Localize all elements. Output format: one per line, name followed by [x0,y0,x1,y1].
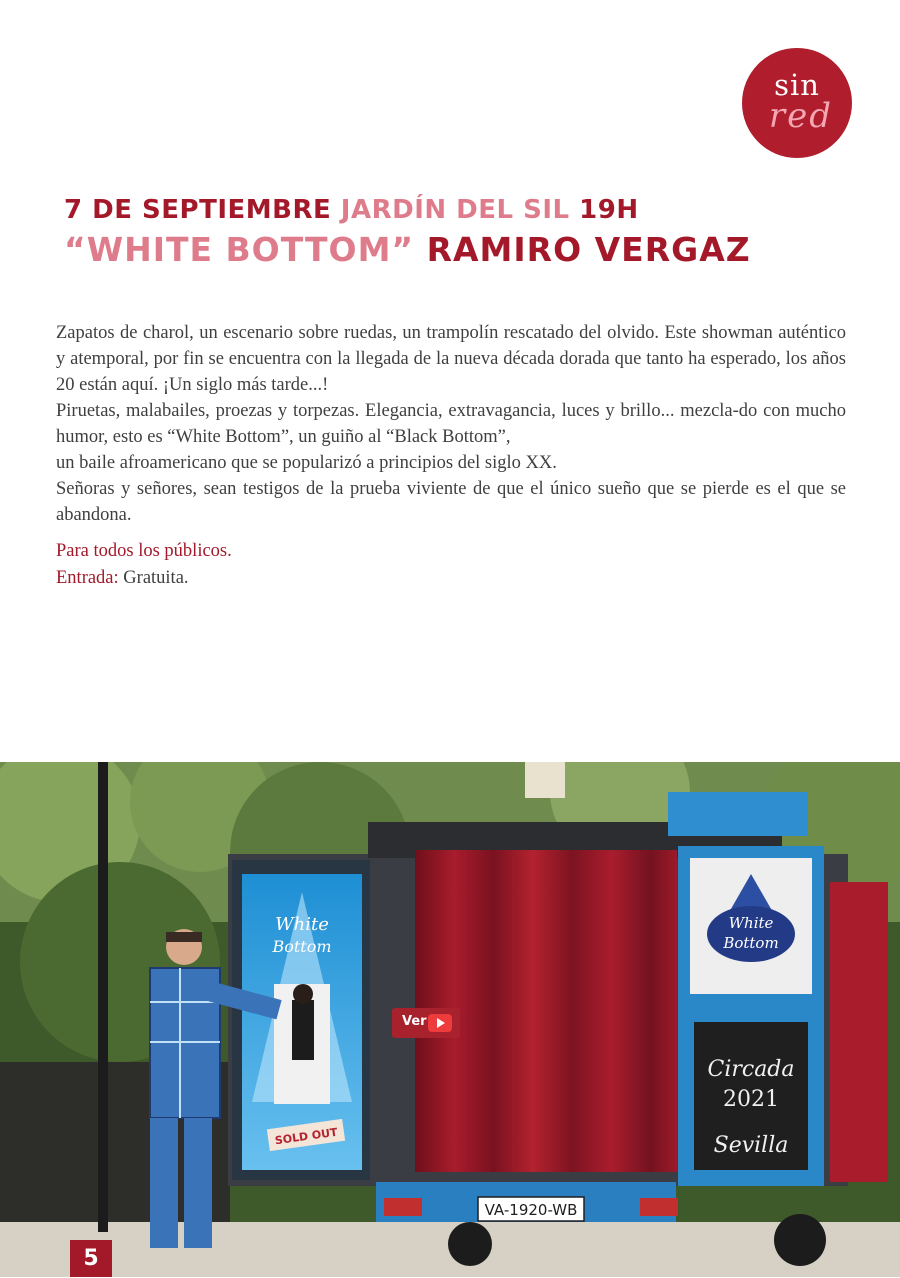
logo-text-sin: sin [774,68,820,102]
chalkboard-line-1: Circada [707,1057,795,1082]
watch-video-label: Ver [402,1014,427,1029]
play-icon [428,1014,452,1032]
description-paragraph: Señoras y señores, sean testigos de la prueba viviente de que el único sueño que se pierde es el que se abandona. [56,479,846,525]
audience-text: Para todos los públicos. [56,541,232,561]
sin-red-logo [742,48,852,158]
description-paragraph: un baile afroamericano que se popularizó a principios del siglo XX. [56,453,557,473]
poster-title-2: Bottom [272,937,332,956]
sign-title-1: White [728,914,774,932]
event-heading [64,194,751,272]
license-plate: VA-1920-WB [484,1201,578,1219]
event-time: 19H [579,195,639,225]
poster-title-1: White [275,914,329,935]
chalkboard-line-3: Sevilla [713,1133,789,1158]
logo-text-red: red [768,96,834,136]
event-artist: RAMIRO VERGAZ [426,230,751,269]
chalkboard-line-2: 2021 [723,1087,779,1112]
event-title: “WHITE BOTTOM” [64,230,415,269]
watch-video-button[interactable] [392,1008,460,1038]
event-date-line [64,194,751,226]
event-description [56,320,846,528]
event-info [56,538,232,592]
entry-label: Entrada: [56,568,119,588]
sign-title-2: Bottom [723,934,779,952]
entry-value: Gratuita. [123,568,189,588]
sold-out-label: SOLD OUT [274,1125,339,1148]
page-number: 5 [70,1240,112,1277]
description-paragraph: Zapatos de charol, un escenario sobre ruedas, un trampolín rescatado del olvido. Este showman auténtico y atemporal, por fin se encuentra con la llegada de la nueva década dorada que tanto ha esperado, los años 20 están aquí. ¡Un siglo más tarde...! [56,323,846,395]
event-title-line [64,228,751,272]
event-venue: JARDÍN DEL SIL [340,195,570,225]
description-paragraph: Piruetas, malabailes, proezas y torpezas. Elegancia, extravagancia, luces y brillo... mezcla-do con mucho humor, esto es “White Bottom”, un guiño al “Black Bottom”, [56,401,846,447]
entry-line [56,565,232,592]
event-date: 7 DE SEPTIEMBRE [64,195,332,225]
